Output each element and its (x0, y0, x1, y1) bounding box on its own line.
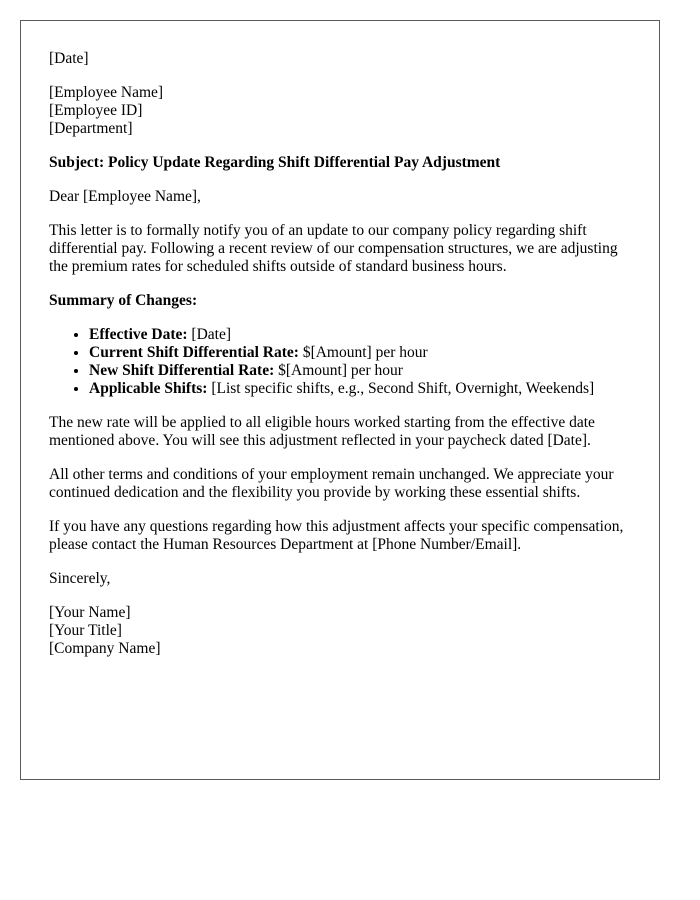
intro-paragraph: This letter is to formally notify you of an update to our company policy regarding shift differential pay. Following a recent review of our compensation structures, we are adjusting the premium rates for scheduled shifts outside of standard business hours. (49, 222, 618, 275)
letter-date: [Date] (49, 50, 89, 67)
salutation: Dear [Employee Name], (49, 188, 201, 205)
list-item (89, 362, 631, 380)
employee-id: [Employee ID] (49, 102, 143, 119)
signature-block (49, 604, 631, 658)
list-item-label: Applicable Shifts: (89, 380, 208, 397)
terms-paragraph: All other terms and conditions of your employment remain unchanged. We appreciate your continued dedication and the flexibility you provide by working these essential shifts. (49, 466, 614, 501)
list-item (89, 380, 631, 398)
questions-paragraph: If you have any questions regarding how this adjustment affects your specific compensation, please contact the Human Resources Department at [Phone Number/Email]. (49, 518, 624, 553)
list-item (89, 344, 631, 362)
list-item-label: Effective Date: (89, 326, 188, 343)
company-name: [Company Name] (49, 640, 161, 657)
changes-list (49, 326, 631, 398)
list-item (89, 326, 631, 344)
closing: Sincerely, (49, 570, 111, 587)
list-item-value: [Date] (187, 326, 232, 343)
rate-paragraph: The new rate will be applied to all eligible hours worked starting from the effective date mentioned above. You will see this adjustment reflected in your paycheck dated [Date]. (49, 414, 595, 449)
list-item-value: $[Amount] per hour (298, 344, 428, 361)
summary-heading: Summary of Changes: (49, 292, 198, 309)
list-item-value: $[Amount] per hour (274, 362, 403, 379)
signer-title: [Your Title] (49, 622, 122, 639)
department: [Department] (49, 120, 133, 137)
letter-page (20, 20, 660, 780)
list-item-value: [List specific shifts, e.g., Second Shift, Overnight, Weekends] (207, 380, 595, 397)
list-item-label: Current Shift Differential Rate: (89, 344, 299, 361)
list-item-label: New Shift Differential Rate: (89, 362, 275, 379)
subject-line: Subject: Policy Update Regarding Shift Differential Pay Adjustment (49, 154, 501, 171)
recipient-block (49, 84, 631, 138)
employee-name: [Employee Name] (49, 84, 164, 101)
signer-name: [Your Name] (49, 604, 131, 621)
